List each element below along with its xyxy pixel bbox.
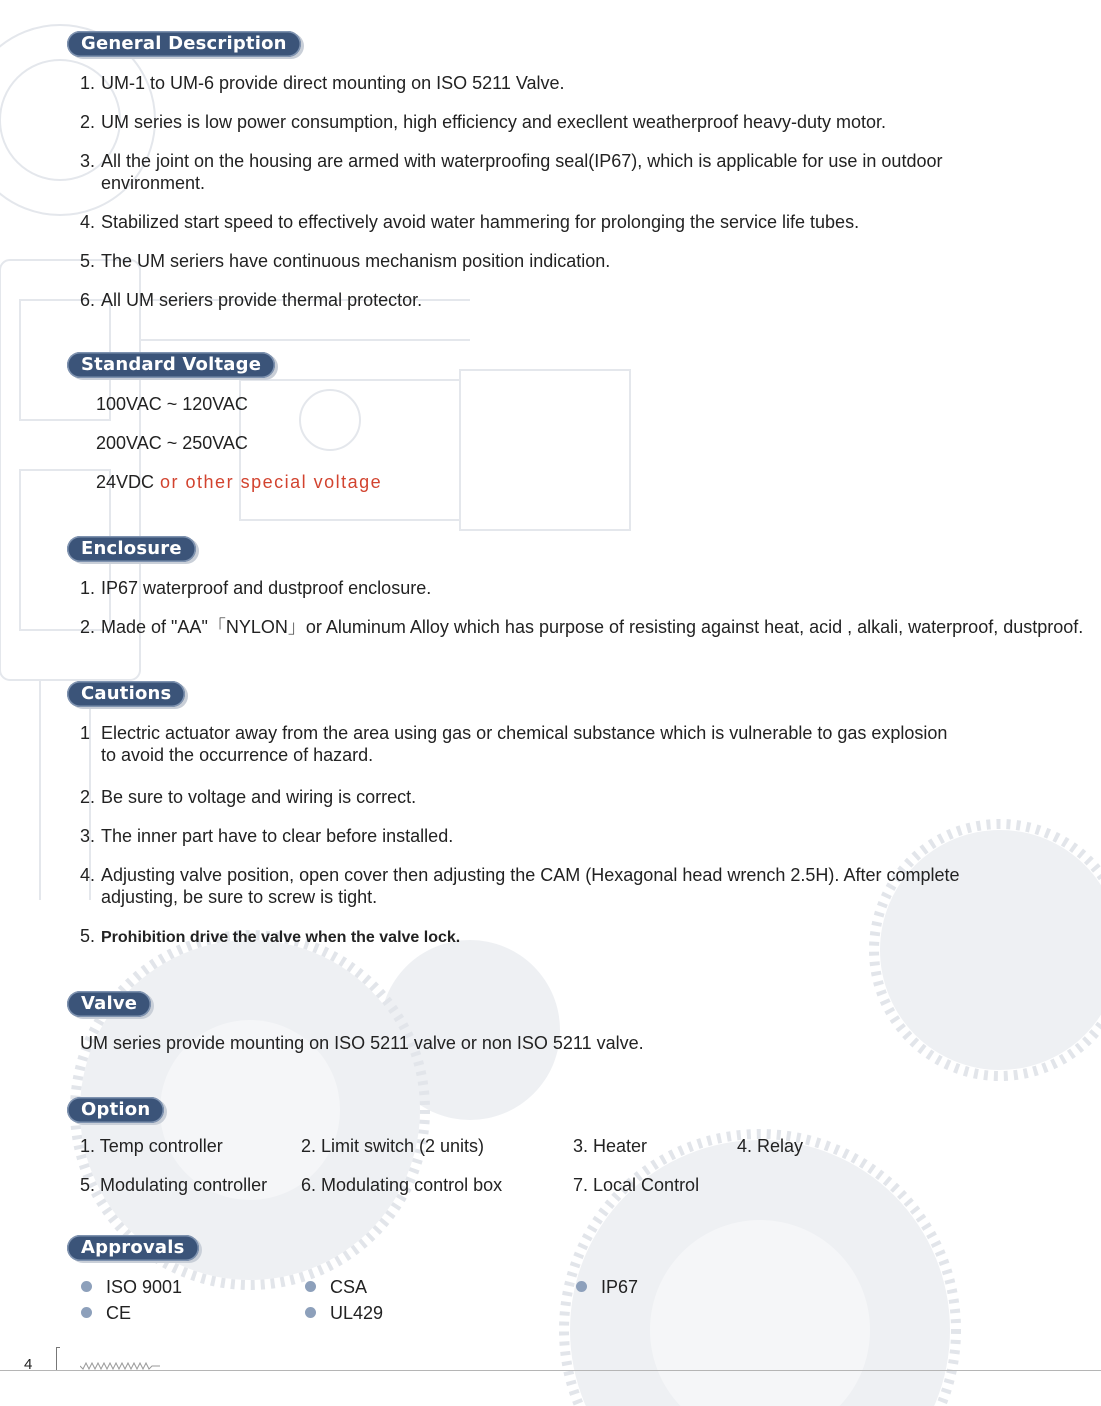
item-text: Prohibition drive the valve when the valve lock. bbox=[101, 929, 461, 946]
option-item: 7. Local Control bbox=[573, 1175, 700, 1195]
approval-label: CE bbox=[106, 1303, 132, 1323]
item-text: The inner part have to clear before installed. bbox=[101, 826, 454, 846]
approval-label: IP67 bbox=[601, 1277, 639, 1297]
item-number: 2. bbox=[80, 787, 96, 807]
item-text: IP67 waterproof and dustproof enclosure. bbox=[101, 578, 432, 598]
general-item-4 bbox=[80, 211, 859, 233]
section-title-cautions: Cautions bbox=[67, 681, 185, 707]
item-number: 4. bbox=[80, 865, 96, 885]
caution-item-5 bbox=[80, 925, 460, 949]
section-title-general-description: General Description bbox=[67, 31, 301, 57]
approval-item bbox=[81, 1302, 131, 1324]
approval-label: UL429 bbox=[330, 1303, 384, 1323]
enclosure-item-2 bbox=[80, 616, 1083, 638]
option-item: 2. Limit switch (2 units) bbox=[301, 1136, 485, 1156]
item-number: 1 bbox=[80, 723, 91, 743]
caution-item-3 bbox=[80, 825, 453, 847]
item-text: Electric actuator away from the area using gas or chemical substance which is vulnerable to gas explosion bbox=[101, 723, 948, 743]
approval-label: ISO 9001 bbox=[106, 1277, 183, 1297]
footer-tab-mark-top bbox=[56, 1347, 60, 1348]
section-title-enclosure: Enclosure bbox=[67, 536, 196, 562]
special-voltage-note: or other special voltage bbox=[160, 472, 383, 492]
item-number: 1. bbox=[80, 578, 96, 598]
item-number: 4. bbox=[80, 212, 96, 232]
item-text: Be sure to voltage and wiring is correct. bbox=[101, 787, 417, 807]
voltage-line-1: 100VAC ~ 120VAC bbox=[96, 394, 248, 414]
item-number: 3. bbox=[80, 826, 96, 846]
item-text: UM-1 to UM-6 provide direct mounting on ISO 5211 Valve. bbox=[101, 73, 565, 93]
bullet-icon bbox=[81, 1307, 92, 1318]
item-text: Made of "AA"「NYLON」or Aluminum Alloy which has purpose of resisting against heat, acid , alkali, waterproof, dustproof. bbox=[101, 617, 1084, 637]
general-item-1 bbox=[80, 72, 565, 94]
bullet-icon bbox=[81, 1281, 92, 1292]
bullet-icon bbox=[305, 1281, 316, 1292]
caution-item-1 bbox=[80, 722, 947, 766]
option-item: 1. Temp controller bbox=[80, 1136, 223, 1156]
item-number: 2. bbox=[80, 617, 96, 637]
approval-item bbox=[81, 1276, 182, 1298]
section-title-approvals: Approvals bbox=[67, 1235, 199, 1261]
voltage-dc: 24VDC bbox=[96, 472, 155, 492]
item-text-continued: to avoid the occurrence of hazard. bbox=[101, 745, 374, 765]
item-text: Adjusting valve position, open cover then adjusting the CAM (Hexagonal head wrench 2.5H). After complete bbox=[101, 865, 960, 885]
item-text: All the joint on the housing are armed with waterproofing seal(IP67), which is applicable for use in outdoor bbox=[101, 151, 943, 171]
item-number: 5. bbox=[80, 251, 96, 271]
section-title-standard-voltage: Standard Voltage bbox=[67, 352, 275, 378]
section-title-valve: Valve bbox=[67, 991, 151, 1017]
approval-item bbox=[305, 1276, 367, 1298]
item-text: UM series is low power consumption, high efficiency and execllent weatherproof heavy-duty motor. bbox=[101, 112, 887, 132]
item-number: 2. bbox=[80, 112, 96, 132]
option-item: 3. Heater bbox=[573, 1136, 648, 1156]
item-number: 5. bbox=[80, 926, 96, 946]
item-text-continued: environment. bbox=[101, 173, 206, 193]
footer-tab-mark bbox=[56, 1347, 57, 1370]
voltage-line-2: 200VAC ~ 250VAC bbox=[96, 433, 248, 453]
item-text-continued: adjusting, be sure to screw is tight. bbox=[101, 887, 378, 907]
approval-item bbox=[305, 1302, 383, 1324]
approval-item bbox=[576, 1276, 638, 1298]
general-item-3 bbox=[80, 150, 942, 194]
footer-rule bbox=[0, 1370, 1101, 1371]
bullet-icon bbox=[305, 1307, 316, 1318]
approval-label: CSA bbox=[330, 1277, 368, 1297]
caution-item-4 bbox=[80, 864, 960, 908]
section-title-option: Option bbox=[67, 1097, 164, 1123]
item-number: 3. bbox=[80, 151, 96, 171]
voltage-line-3 bbox=[96, 471, 382, 493]
general-item-6 bbox=[80, 289, 422, 311]
item-number: 6. bbox=[80, 290, 96, 310]
item-text: Stabilized start speed to effectively avoid water hammering for prolonging the service life tubes. bbox=[101, 212, 860, 232]
page-number: 4 bbox=[24, 1356, 33, 1373]
option-item: 5. Modulating controller bbox=[80, 1175, 268, 1195]
footer-wave-ornament bbox=[80, 1362, 160, 1370]
valve-text: UM series provide mounting on ISO 5211 valve or non ISO 5211 valve. bbox=[80, 1033, 644, 1053]
item-text: All UM seriers provide thermal protector. bbox=[101, 290, 423, 310]
enclosure-item-1 bbox=[80, 577, 431, 599]
general-item-2 bbox=[80, 111, 886, 133]
item-text: The UM seriers have continuous mechanism position indication. bbox=[101, 251, 611, 271]
bullet-icon bbox=[576, 1281, 587, 1292]
general-item-5 bbox=[80, 250, 610, 272]
option-item: 4. Relay bbox=[737, 1136, 804, 1156]
item-number: 1. bbox=[80, 73, 96, 93]
caution-item-2 bbox=[80, 786, 416, 808]
option-item: 6. Modulating control box bbox=[301, 1175, 503, 1195]
